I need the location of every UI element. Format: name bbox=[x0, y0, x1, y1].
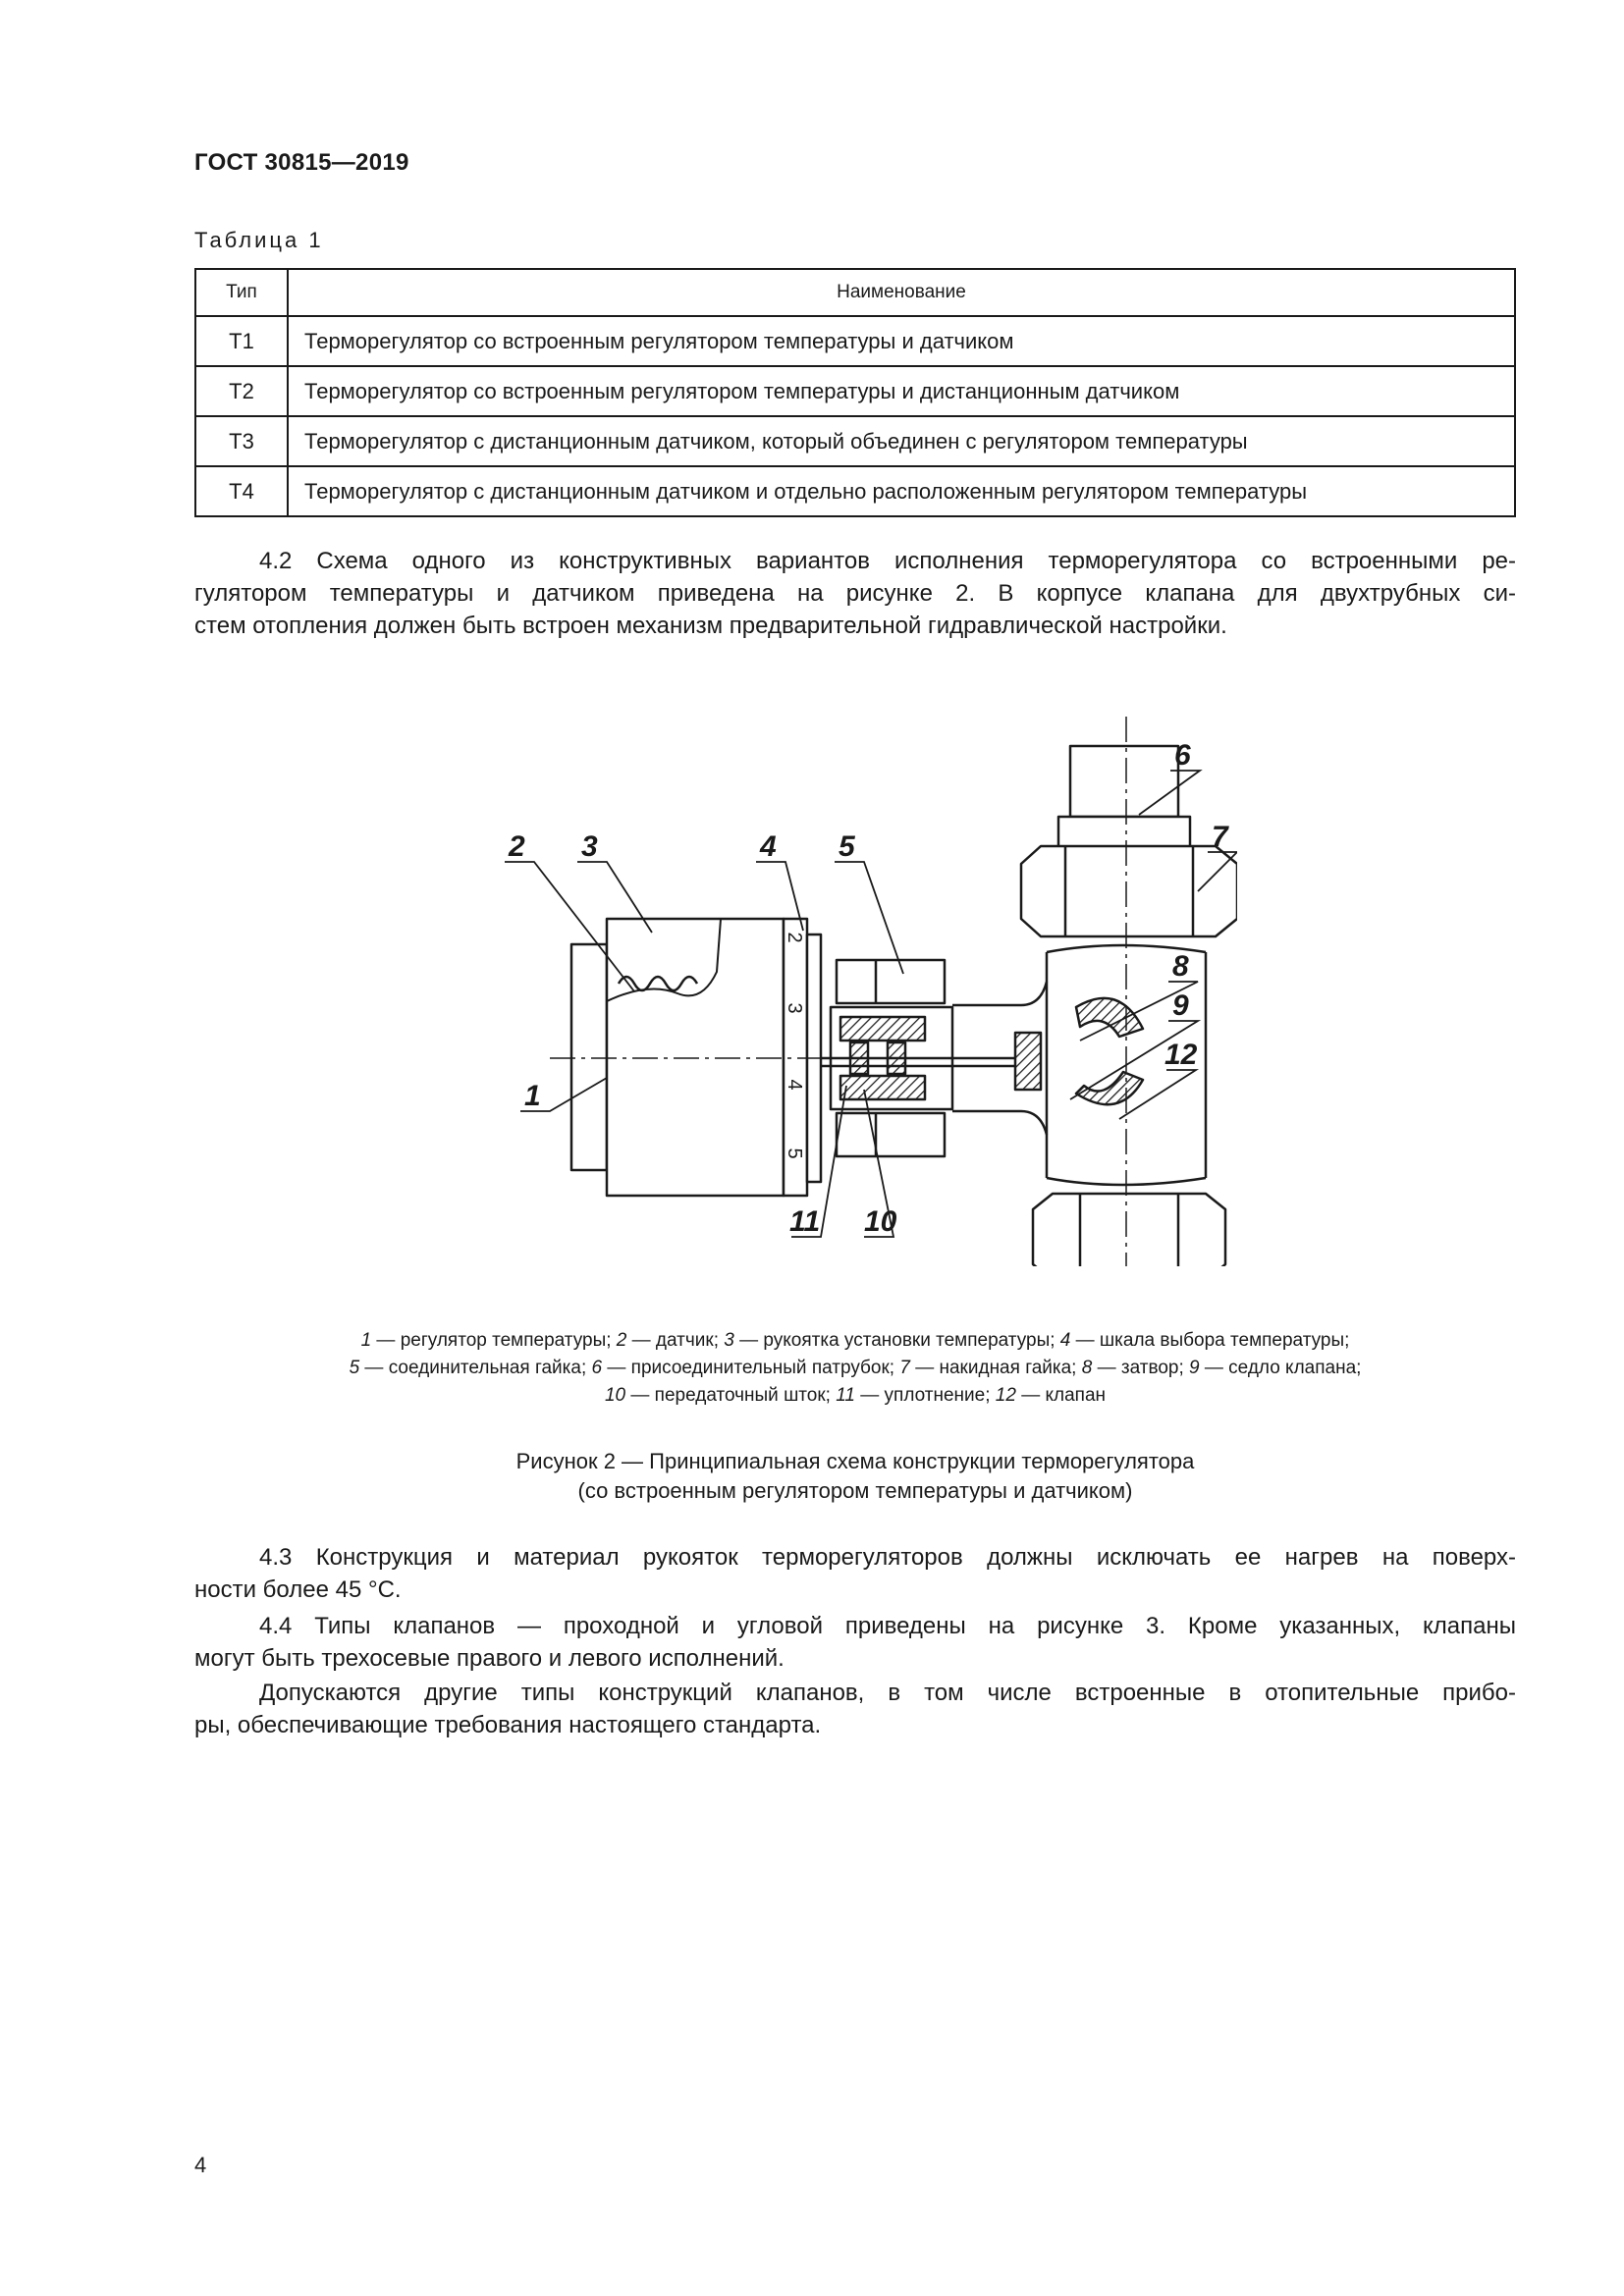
paragraph-line: гулятором температуры и датчиком приведена на рисунке 2. В корпусе клапана для двухтрубных си- bbox=[194, 580, 1516, 607]
legend-number: 6 bbox=[591, 1358, 603, 1378]
paragraph-line: Допускаются другие типы конструкций клапанов, в том числе встроенные в отопительные прибо- bbox=[259, 1680, 1516, 1706]
callout-2: 2 bbox=[509, 830, 525, 863]
type-cell: Т2 bbox=[195, 366, 288, 416]
paragraph-4-2 bbox=[194, 545, 1516, 642]
scale-mark: 3 bbox=[784, 1002, 805, 1014]
name-cell: Терморегулятор со встроенным регулятором температуры и датчиком bbox=[288, 316, 1515, 366]
figure-caption-line: (со встроенным регулятором температуры и датчиком) bbox=[577, 1478, 1133, 1503]
legend-text: — седло клапана; bbox=[1199, 1358, 1362, 1378]
table-row bbox=[195, 416, 1515, 466]
legend-text: — рукоятка установки температуры; bbox=[733, 1330, 1060, 1351]
legend-number: 5 bbox=[349, 1358, 360, 1378]
paragraph-line: 4.4 Типы клапанов — проходной и угловой приведены на рисунке 3. Кроме указанных, клапаны bbox=[259, 1613, 1516, 1639]
scale-mark: 2 bbox=[784, 932, 805, 943]
regulator-knob-left bbox=[571, 944, 607, 1170]
callout-8: 8 bbox=[1172, 950, 1189, 983]
name-cell: Терморегулятор с дистанционным датчиком, который объединен с регулятором температуры bbox=[288, 416, 1515, 466]
type-cell: Т4 bbox=[195, 466, 288, 516]
callout-7: 7 bbox=[1212, 821, 1228, 853]
connection-pipe bbox=[1070, 746, 1178, 817]
page-number: 4 bbox=[194, 2153, 207, 2177]
legend-number: 10 bbox=[604, 1385, 626, 1406]
legend-text: — передаточный шток; bbox=[625, 1385, 837, 1406]
cap-nut bbox=[1021, 846, 1237, 936]
legend-text: — присоединительный патрубок; bbox=[602, 1358, 900, 1378]
paragraph-line: ры, обеспечивающие требования настоящего стандарта. bbox=[194, 1712, 822, 1738]
type-cell: Т1 bbox=[195, 316, 288, 366]
valve-seat bbox=[1076, 998, 1143, 1037]
paragraph-line: стем отопления должен быть встроен механизм предварительной гидравлической настройки. bbox=[194, 613, 1227, 639]
table-row bbox=[195, 316, 1515, 366]
callout-4: 4 bbox=[760, 830, 777, 863]
paragraph-additional bbox=[194, 1677, 1516, 1741]
legend-text: — накидная гайка; bbox=[909, 1358, 1082, 1378]
type-cell: Т3 bbox=[195, 416, 288, 466]
figure-caption-line: Рисунок 2 — Принципиальная схема конструкции терморегулятора bbox=[515, 1449, 1195, 1473]
table-header-row bbox=[195, 269, 1515, 316]
legend-number: 9 bbox=[1189, 1358, 1200, 1378]
callout-5: 5 bbox=[839, 830, 855, 863]
table-row bbox=[195, 366, 1515, 416]
paragraph-line: 4.3 Конструкция и материал рукояток терморегуляторов должны исключать ее нагрев на поверх- bbox=[259, 1544, 1516, 1571]
paragraph-line: могут быть трехосевые правого и левого исполнений. bbox=[194, 1645, 785, 1672]
legend-text: — шкала выбора температуры; bbox=[1070, 1330, 1350, 1351]
legend-number: 4 bbox=[1059, 1330, 1071, 1351]
paragraph-4-4 bbox=[194, 1610, 1516, 1675]
scale-mark: 5 bbox=[784, 1148, 805, 1159]
name-cell: Терморегулятор с дистанционным датчиком и отдельно расположенным регулятором температуры bbox=[288, 466, 1515, 516]
callout-10: 10 bbox=[864, 1205, 897, 1238]
union-nut bbox=[837, 960, 945, 1003]
regulator-body bbox=[607, 919, 784, 1196]
legend-line bbox=[194, 1327, 1516, 1355]
legend-number: 11 bbox=[836, 1385, 855, 1406]
legend-number: 3 bbox=[724, 1330, 734, 1351]
valve-gate bbox=[1015, 1033, 1041, 1090]
document-header: ГОСТ 30815—2019 bbox=[194, 149, 409, 176]
legend-number: 12 bbox=[995, 1385, 1016, 1406]
legend-number: 7 bbox=[899, 1358, 910, 1378]
legend-line bbox=[194, 1355, 1516, 1382]
bottom-nut bbox=[1033, 1194, 1225, 1266]
callout-3: 3 bbox=[581, 830, 598, 863]
legend-number: 1 bbox=[360, 1330, 372, 1351]
legend-number: 2 bbox=[616, 1330, 627, 1351]
legend-text: — затвор; bbox=[1092, 1358, 1190, 1378]
name-cell: Терморегулятор со встроенным регулятором температуры и дистанционным датчиком bbox=[288, 366, 1515, 416]
legend-line bbox=[194, 1382, 1516, 1410]
table-caption: Таблица 1 bbox=[194, 228, 324, 252]
figure-caption bbox=[194, 1447, 1516, 1506]
legend-text: — датчик; bbox=[626, 1330, 725, 1351]
table-row bbox=[195, 466, 1515, 516]
scale-mark: 4 bbox=[784, 1079, 805, 1091]
legend-text: — регулятор температуры; bbox=[371, 1330, 617, 1351]
column-header-name: Наименование bbox=[288, 269, 1515, 316]
callout-11: 11 bbox=[789, 1205, 821, 1238]
callout-12: 12 bbox=[1164, 1039, 1198, 1071]
thermostat-types-table bbox=[194, 268, 1516, 517]
legend-text: — уплотнение; bbox=[854, 1385, 996, 1406]
paragraph-4-3 bbox=[194, 1541, 1516, 1606]
legend-number: 8 bbox=[1081, 1358, 1093, 1378]
column-header-type: Тип bbox=[195, 269, 288, 316]
paragraph-line: ности более 45 °С. bbox=[194, 1576, 402, 1603]
callout-9: 9 bbox=[1172, 989, 1189, 1022]
thermostat-schematic-figure bbox=[491, 717, 1237, 1266]
legend-text: — клапан bbox=[1015, 1385, 1107, 1406]
paragraph-line: 4.2 Схема одного из конструктивных вариантов исполнения терморегулятора со встроенными ре- bbox=[259, 548, 1516, 574]
callout-6: 6 bbox=[1174, 739, 1191, 772]
figure-legend bbox=[194, 1327, 1516, 1410]
legend-text: — соединительная гайка; bbox=[359, 1358, 592, 1378]
callout-1: 1 bbox=[524, 1080, 541, 1112]
